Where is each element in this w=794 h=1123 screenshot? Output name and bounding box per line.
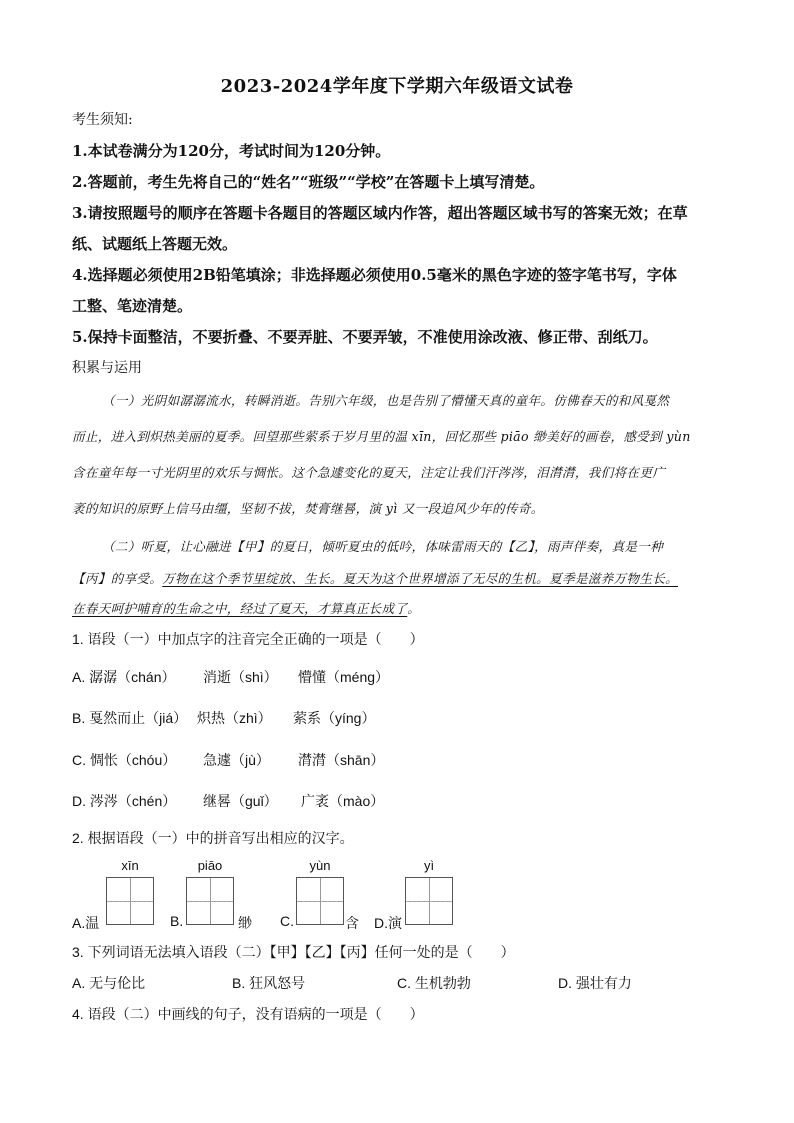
- question-4-stem: 4. 语段（二）中画线的句子，没有语病的一项是（ ）: [72, 1006, 424, 1022]
- underlined-sentence: 在春天呵护哺育的生命之中，经过了夏天，才算真正长成了: [72, 601, 408, 616]
- q1-option-a-word: 懵懂（méng）: [298, 669, 390, 685]
- answer-box-c[interactable]: [296, 877, 344, 925]
- underlined-sentence: 夏季是滋养万物生长。: [549, 571, 679, 586]
- passage-line: （一）光阴如潺潺流水，转瞬消逝。告别六年级，也是告别了懵懂天真的童年。仿佛春天的和风戛然: [102, 393, 670, 408]
- q2-label-c: C.: [280, 913, 294, 929]
- answer-box-b[interactable]: [186, 877, 234, 925]
- passage-text: 。: [407, 601, 421, 616]
- q1-option-b-word: 炽热（zhì）: [197, 710, 272, 726]
- q1-option-d-word: 广袤（mào）: [301, 793, 385, 809]
- question-3-stem: 3. 下列词语无法填入语段（二）【甲】【乙】【丙】任何一处的是（ ）: [72, 944, 515, 960]
- passage-line: [72, 568, 678, 587]
- passage-line: 而止，进入到炽热美丽的夏季。回望那些萦系于岁月里的温 xīn，回忆那些 piāo 缈美好的画卷，感受到 yùn: [72, 429, 691, 444]
- q1-option-b: B. 戛然而止（jiá）: [72, 710, 188, 726]
- q3-option-a: A. 无与伦比: [72, 975, 146, 991]
- notice-item: 纸、试题纸上答题无效。: [72, 235, 238, 253]
- q1-option-a-word: 消逝（shì）: [203, 669, 278, 685]
- underlined-sentence: 万物在这个季节里绽放、生长。: [162, 571, 343, 586]
- q1-option-d: D. 涔涔（chén）: [72, 793, 177, 809]
- passage-one: [72, 390, 724, 520]
- notice-item: 5.保持卡面整洁，不要折叠、不要弄脏、不要弄皱，不准使用涂改液、修正带、刮纸刀。: [72, 328, 658, 346]
- notice-item: 3.请按照题号的顺序在答题卡各题目的答题区域内作答，超出答题区域书写的答案无效；在草: [72, 204, 688, 222]
- pinyin-label: yì: [423, 858, 435, 873]
- q1-option-a: A. 潺潺（chán）: [72, 669, 176, 685]
- pinyin-label: piāo: [197, 858, 223, 873]
- notice-item: 1.本试卷满分为120分，考试时间为120分钟。: [72, 142, 391, 160]
- q2-label-d: D.演: [374, 915, 402, 931]
- passage-text: 【丙】的享受。: [72, 571, 163, 586]
- q2-label-c-char: 含: [345, 915, 359, 931]
- q3-option-d: D. 强壮有力: [558, 975, 632, 991]
- passage-line: [72, 598, 420, 617]
- q2-label-b-char: 缈: [238, 915, 252, 931]
- q3-option-c: C. 生机勃勃: [397, 975, 471, 991]
- passage-two: [72, 536, 724, 616]
- section-heading: 积累与运用: [72, 360, 142, 376]
- passage-line: （二）听夏，让心融进【甲】的夏日，倾听夏虫的低吟，体味雷雨天的【乙】，雨声伴奏，真是一种: [102, 539, 664, 554]
- notice-item: 2.答题前，考生先将自己的“姓名”“班级”“学校”在答题卡上填写清楚。: [72, 173, 545, 191]
- passage-line: 袤的知识的原野上信马由缰，坚韧不拔，焚膏继晷，演 yì 又一段追风少年的传奇。: [72, 501, 544, 516]
- question-1-stem: 1. 语段（一）中加点字的注音完全正确的一项是（ ）: [72, 631, 424, 647]
- q1-option-c-word: 急遽（jù）: [203, 752, 270, 768]
- notice-item: 4.选择题必须使用2B铅笔填涂；非选择题必须使用0.5毫米的黑色字迹的签字笔书写，字体: [72, 266, 677, 284]
- q2-label-b: B.: [170, 913, 184, 929]
- q1-option-b-word: 萦系（yíng）: [293, 710, 376, 726]
- q1-option-d-word: 继晷（guǐ）: [203, 793, 278, 809]
- pinyin-label: xīn: [121, 858, 139, 873]
- q3-option-b: B. 狂风怒号: [232, 975, 306, 991]
- passage-line: 含在童年每一寸光阴里的欢乐与惆怅。这个急遽变化的夏天，注定让我们汗涔涔，泪潸潸，我们将在更广: [72, 465, 666, 480]
- q1-option-c: C. 惆怅（chóu）: [72, 752, 177, 768]
- answer-box-a[interactable]: [106, 877, 154, 925]
- answer-box-d[interactable]: [405, 877, 453, 925]
- question-2-stem: 2. 根据语段（一）中的拼音写出相应的汉字。: [72, 830, 354, 846]
- q2-label-a: A.温: [72, 915, 100, 931]
- notice-item: 工整、笔迹清楚。: [72, 297, 193, 315]
- notice-heading: 考生须知:: [72, 112, 133, 128]
- underlined-sentence: 夏天为这个世界增添了无尽的生机。: [342, 571, 550, 586]
- pinyin-label: yùn: [309, 858, 331, 873]
- q1-option-c-word: 潸潸（shān）: [298, 752, 385, 768]
- page-title: 2023-2024学年度下学期六年级语文试卷: [220, 76, 574, 97]
